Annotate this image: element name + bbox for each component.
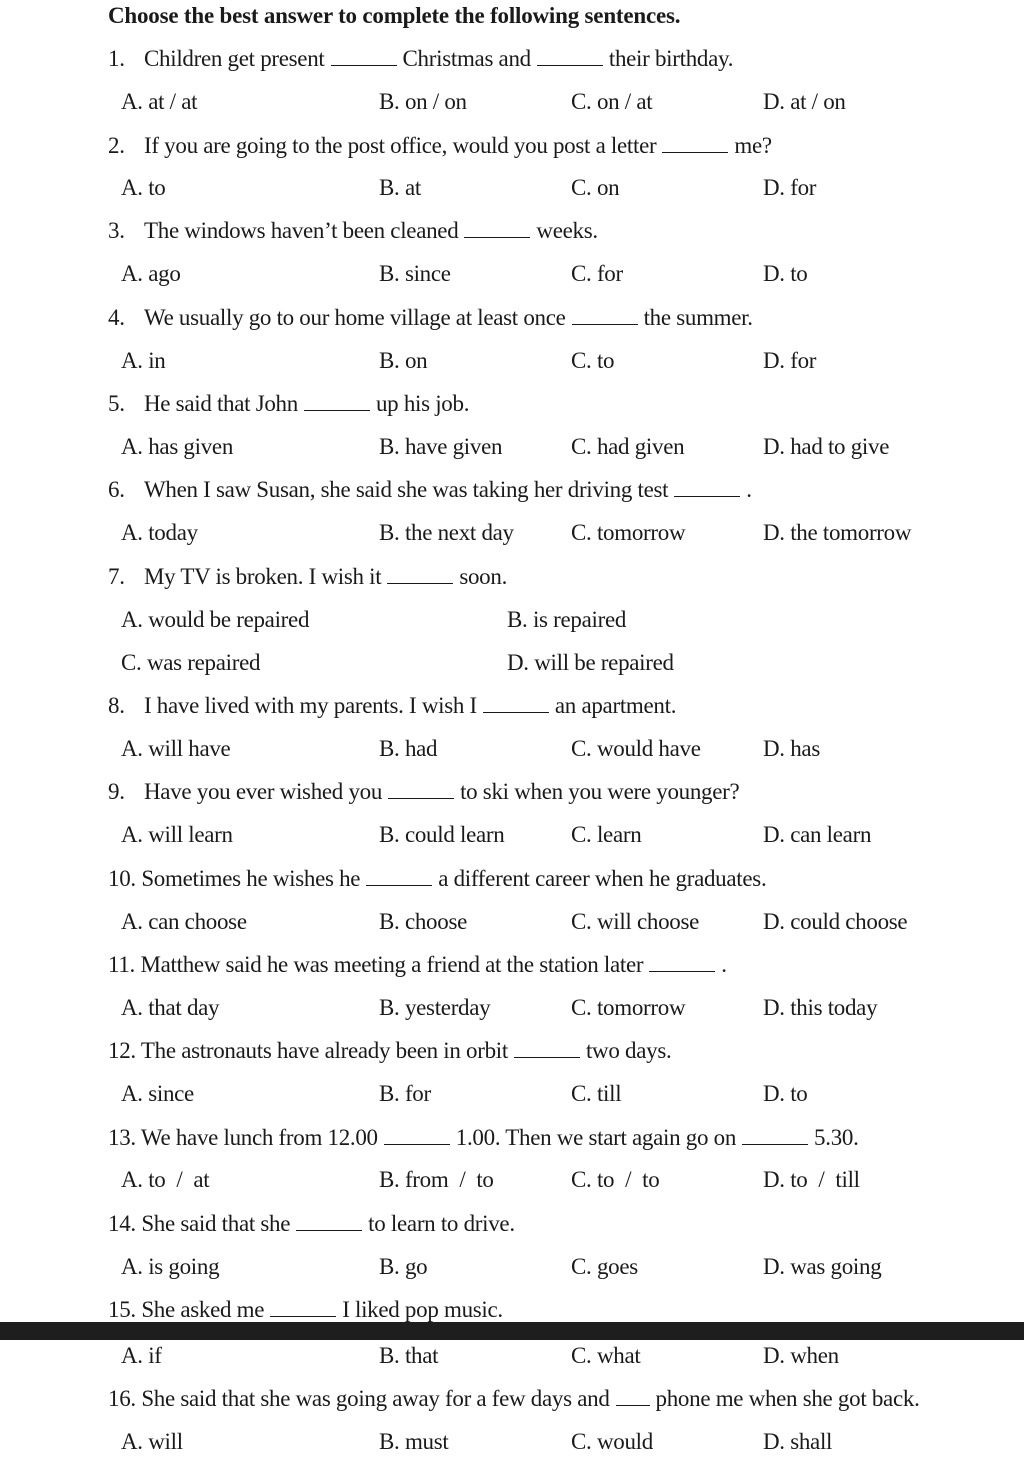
question-text: weeks. xyxy=(536,218,598,243)
option-d[interactable]: D. will be repaired xyxy=(507,650,674,675)
question-number: 4. xyxy=(108,305,125,330)
option-a[interactable]: A. to xyxy=(121,175,166,200)
option-b[interactable]: B. could learn xyxy=(379,822,505,847)
question-text: to ski when you were younger? xyxy=(460,779,740,804)
question-text: . xyxy=(746,477,752,502)
answer-blank[interactable] xyxy=(384,1124,450,1145)
option-a[interactable]: A. ago xyxy=(121,261,181,286)
answer-blank[interactable] xyxy=(514,1037,580,1058)
question-number: 8. xyxy=(108,693,125,718)
question-text: an apartment. xyxy=(554,693,677,718)
option-a[interactable]: A. to / at xyxy=(121,1167,210,1192)
question-text: Christmas and xyxy=(402,46,531,71)
option-a[interactable]: A. since xyxy=(121,1081,194,1106)
question-11 xyxy=(108,951,727,979)
option-a[interactable]: A. has given xyxy=(121,434,234,459)
option-b[interactable]: B. on xyxy=(379,348,428,373)
question-text: up his job. xyxy=(375,391,470,416)
option-d[interactable]: D. at / on xyxy=(763,89,846,114)
question-14 xyxy=(108,1210,515,1238)
option-b[interactable]: B. go xyxy=(379,1254,428,1279)
question-9 xyxy=(108,778,739,806)
question-number: 9. xyxy=(108,779,125,804)
option-a[interactable]: A. at / at xyxy=(121,89,198,114)
option-c[interactable]: C. would xyxy=(571,1429,653,1454)
question-text: 1.00. Then we start again go on xyxy=(455,1125,737,1150)
option-c[interactable]: C. will choose xyxy=(571,909,700,934)
question-text: The astronauts have already been in orbit xyxy=(140,1038,508,1063)
question-number: 1. xyxy=(108,46,125,71)
option-a[interactable]: A. is going xyxy=(121,1254,220,1279)
answer-blank[interactable] xyxy=(464,217,530,238)
question-number: 13. xyxy=(108,1125,136,1150)
option-c[interactable]: C. what xyxy=(571,1343,641,1368)
option-a[interactable]: A. will xyxy=(121,1429,183,1454)
option-a[interactable]: A. would be repaired xyxy=(121,607,310,632)
question-text: She asked me xyxy=(141,1297,265,1322)
answer-blank[interactable] xyxy=(649,951,715,972)
question-text: When I saw Susan, she said she was taking her driving test xyxy=(144,477,669,502)
option-d[interactable]: D. could choose xyxy=(763,909,908,934)
question-4 xyxy=(108,304,753,332)
option-c[interactable]: C. learn xyxy=(571,822,642,847)
question-text: She said that she xyxy=(141,1211,291,1236)
option-a[interactable]: A. will learn xyxy=(121,822,233,847)
answer-blank[interactable] xyxy=(270,1296,336,1317)
option-d[interactable]: D. was going xyxy=(763,1254,882,1279)
option-b[interactable]: B. for xyxy=(379,1081,431,1106)
question-text: Have you ever wished you xyxy=(144,779,383,804)
option-d[interactable]: D. for xyxy=(763,348,817,373)
question-text: Matthew said he was meeting a friend at the station later xyxy=(140,952,644,977)
instructions-title: Choose the best answer to complete the following sentences. xyxy=(108,3,681,28)
question-number: 11. xyxy=(108,952,135,977)
option-c[interactable]: C. for xyxy=(571,261,623,286)
question-text: phone me when she got back. xyxy=(655,1386,920,1411)
answer-blank[interactable] xyxy=(662,132,728,153)
question-number: 16. xyxy=(108,1386,136,1411)
answer-blank[interactable] xyxy=(387,563,453,584)
option-c[interactable]: C. would have xyxy=(571,736,701,761)
option-d[interactable]: D. to / till xyxy=(763,1167,860,1192)
option-b[interactable]: B. have given xyxy=(379,434,503,459)
option-a[interactable]: A. if xyxy=(121,1343,162,1368)
question-number: 14. xyxy=(108,1211,136,1236)
question-text: soon. xyxy=(459,564,508,589)
page-divider-bar xyxy=(0,1322,1024,1340)
answer-blank[interactable] xyxy=(483,692,549,713)
question-number: 5. xyxy=(108,391,125,416)
option-c[interactable]: C. to xyxy=(571,348,615,373)
question-8 xyxy=(108,692,676,720)
option-d[interactable]: D. this today xyxy=(763,995,878,1020)
option-b[interactable]: B. choose xyxy=(379,909,468,934)
option-b[interactable]: B. from / to xyxy=(379,1167,494,1192)
question-3 xyxy=(108,217,598,245)
answer-blank[interactable] xyxy=(331,45,397,66)
option-b[interactable]: B. since xyxy=(379,261,451,286)
question-13 xyxy=(108,1124,859,1152)
option-b[interactable]: B. at xyxy=(379,175,421,200)
question-text: We have lunch from 12.00 xyxy=(140,1125,378,1150)
question-text: a different career when he graduates. xyxy=(438,866,767,891)
question-text: I have lived with my parents. I wish I xyxy=(144,693,477,718)
answer-blank[interactable] xyxy=(742,1124,808,1145)
question-text: If you are going to the post office, would you post a letter xyxy=(144,133,657,158)
option-b[interactable]: B. yesterday xyxy=(379,995,491,1020)
question-text: She said that she was going away for a few days and xyxy=(141,1386,610,1411)
question-number: 6. xyxy=(108,477,125,502)
option-c[interactable]: C. had given xyxy=(571,434,685,459)
question-7 xyxy=(108,563,507,591)
option-b[interactable]: B. is repaired xyxy=(507,607,627,632)
option-d[interactable]: D. had to give xyxy=(763,434,890,459)
question-15 xyxy=(108,1296,503,1324)
answer-blank[interactable] xyxy=(537,45,603,66)
answer-blank[interactable] xyxy=(572,304,638,325)
question-number: 10. xyxy=(108,866,136,891)
option-d[interactable]: D. to xyxy=(763,1081,808,1106)
question-text: He said that John xyxy=(144,391,298,416)
option-d[interactable]: D. when xyxy=(763,1343,839,1368)
question-number: 7. xyxy=(108,564,125,589)
option-c[interactable]: C. to / to xyxy=(571,1167,660,1192)
question-5 xyxy=(108,390,469,418)
question-text: My TV is broken. I wish it xyxy=(144,564,382,589)
option-a[interactable]: A. today xyxy=(121,520,198,545)
question-6 xyxy=(108,476,752,504)
option-c[interactable]: C. on / at xyxy=(571,89,653,114)
question-text: 5.30. xyxy=(814,1125,859,1150)
option-d[interactable]: D. has xyxy=(763,736,820,761)
answer-blank[interactable] xyxy=(674,476,740,497)
option-c[interactable]: C. till xyxy=(571,1081,622,1106)
option-c[interactable]: C. on xyxy=(571,175,620,200)
question-text: two days. xyxy=(585,1038,672,1063)
option-c[interactable]: C. tomorrow xyxy=(571,520,686,545)
option-b[interactable]: B. that xyxy=(379,1343,439,1368)
question-text: . xyxy=(721,952,727,977)
option-b[interactable]: B. had xyxy=(379,736,438,761)
question-text: the summer. xyxy=(643,305,753,330)
answer-blank[interactable] xyxy=(616,1385,650,1406)
question-text: Sometimes he wishes he xyxy=(141,866,361,891)
option-c[interactable]: C. was repaired xyxy=(121,650,261,675)
option-d[interactable]: D. to xyxy=(763,261,808,286)
question-2 xyxy=(108,132,772,160)
option-b[interactable]: B. the next day xyxy=(379,520,514,545)
option-a[interactable]: A. will have xyxy=(121,736,231,761)
answer-blank[interactable] xyxy=(296,1210,362,1231)
option-c[interactable]: C. tomorrow xyxy=(571,995,686,1020)
question-number: 3. xyxy=(108,218,125,243)
answer-blank[interactable] xyxy=(366,865,432,886)
question-number: 2. xyxy=(108,133,125,158)
answer-blank[interactable] xyxy=(388,778,454,799)
option-a[interactable]: A. that day xyxy=(121,995,220,1020)
answer-blank[interactable] xyxy=(304,390,370,411)
question-10 xyxy=(108,865,766,893)
option-c[interactable]: C. goes xyxy=(571,1254,638,1279)
option-a[interactable]: A. can choose xyxy=(121,909,247,934)
question-text: me? xyxy=(734,133,772,158)
option-d[interactable]: D. for xyxy=(763,175,817,200)
question-number: 15. xyxy=(108,1297,136,1322)
option-b[interactable]: B. on / on xyxy=(379,89,467,114)
question-12 xyxy=(108,1037,671,1065)
option-d[interactable]: D. the tomorrow xyxy=(763,520,912,545)
question-16 xyxy=(108,1385,920,1413)
option-b[interactable]: B. must xyxy=(379,1429,449,1454)
question-text: Children get present xyxy=(144,46,325,71)
question-text: I liked pop music. xyxy=(342,1297,503,1322)
question-text: We usually go to our home village at least once xyxy=(144,305,566,330)
option-a[interactable]: A. in xyxy=(121,348,166,373)
question-text: The windows haven’t been cleaned xyxy=(144,218,459,243)
question-text: to learn to drive. xyxy=(368,1211,515,1236)
question-number: 12. xyxy=(108,1038,136,1063)
option-d[interactable]: D. can learn xyxy=(763,822,872,847)
question-text: their birthday. xyxy=(608,46,734,71)
question-1 xyxy=(108,45,733,73)
option-d[interactable]: D. shall xyxy=(763,1429,833,1454)
